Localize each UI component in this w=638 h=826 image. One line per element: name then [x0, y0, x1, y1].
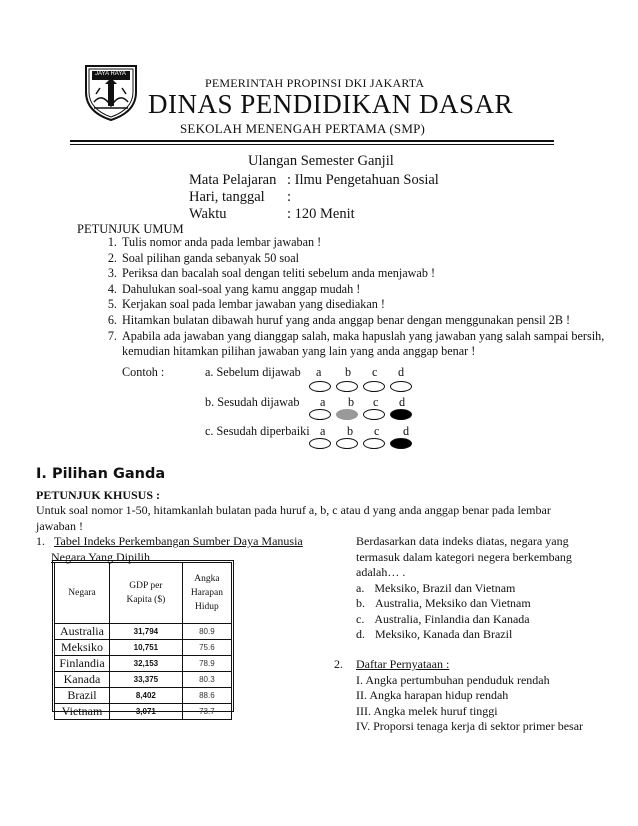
cell-life-expectancy: 75.6 — [182, 640, 231, 656]
option-text: Australia, Finlandia dan Kanada — [374, 611, 530, 626]
example-after-letter-a: a — [320, 395, 326, 409]
option-text: Australia, Meksiko dan Vietnam — [375, 596, 531, 610]
instruction-item: 4. Dahulukan soal-soal yang kamu anggap mudah ! — [120, 282, 610, 298]
question-2-title-line — [334, 657, 583, 673]
bubble-empty — [309, 381, 331, 392]
instruction-item: 7. Apabila ada jawaban yang dianggap salah, maka hapuslah yang jawaban yang salah sampai bersih, kemudian hitamkan pilihan jawaban yang lain yang anda anggap benar ! — [120, 329, 610, 360]
statement-item: III. Angka melek huruf tinggi — [356, 703, 498, 718]
stem-line: adalah… . — [356, 565, 406, 579]
option-d — [356, 627, 572, 643]
logo-caption: JAYA RAYA — [95, 71, 126, 77]
general-instructions-list — [82, 235, 610, 360]
example-after-letter-c: c — [373, 395, 379, 409]
special-instructions-heading: PETUNJUK KHUSUS : — [36, 488, 161, 502]
option-c — [356, 612, 572, 628]
stem-line: termasuk dalam kategori negera berkembang — [356, 549, 572, 564]
table-row — [55, 672, 232, 688]
stem-line: Berdasarkan data indeks diatas, negara yang — [356, 534, 569, 548]
hdi-table — [54, 562, 232, 720]
instruction-item: 1. Tulis nomor anda pada lembar jawaban ! — [120, 235, 610, 251]
general-instructions-heading: PETUNJUK UMUM — [77, 222, 184, 236]
bubble-empty — [363, 409, 385, 420]
bubble-empty — [336, 438, 358, 449]
question-2-title: Daftar Pernyataan : — [356, 657, 450, 671]
option-key: d. — [356, 627, 365, 641]
table-header-row — [55, 563, 232, 624]
header-rule-thin — [70, 144, 554, 145]
cell-gdp: 10,751 — [109, 640, 182, 656]
option-text: Meksiko, Kanada dan Brazil — [375, 627, 513, 641]
statement-item: I. Angka pertumbuhan penduduk rendah — [356, 672, 550, 687]
question-2 — [334, 657, 583, 735]
special-instructions-text: Untuk soal nomor 1-50, hitamkanlah bulatan pada huruf a, b, c atau d yang anda anggap benar pada lembar jawaban ! — [36, 503, 551, 533]
example-before-letter-d: d — [398, 365, 405, 379]
question-1-stem — [356, 534, 572, 643]
cell-life-expectancy: 78.9 — [182, 656, 231, 672]
field-value-subject: : Ilmu Pengetahuan Sosial — [287, 172, 439, 188]
table-row — [55, 688, 232, 704]
example-corrected-letter-a: a — [320, 424, 326, 438]
option-key: c. — [356, 611, 365, 626]
table-row — [55, 704, 232, 720]
option-b — [356, 596, 572, 612]
example-after-letter-d: d — [399, 395, 406, 409]
cell-country: Meksiko — [55, 640, 110, 656]
cell-country: Vietnam — [55, 704, 110, 720]
table-row — [55, 624, 232, 640]
example-before-letter-a: a — [316, 365, 322, 379]
cell-life-expectancy: 88.6 — [182, 688, 231, 704]
bubble-empty — [309, 409, 331, 420]
table-title-line2: Negara Yang Dipilih — [51, 549, 150, 564]
cell-country: Kanada — [55, 672, 110, 688]
option-key: b. — [356, 596, 365, 610]
cell-country: Australia — [55, 624, 110, 640]
table-row — [55, 640, 232, 656]
example-corrected-letter-d: d — [403, 424, 410, 438]
cell-gdp: 3,071 — [109, 704, 182, 720]
bubble-empty — [390, 381, 412, 392]
cell-life-expectancy: 80.9 — [182, 624, 231, 640]
exam-title: Ulangan Semester Ganjil — [248, 153, 394, 169]
statement-item: II. Angka harapan hidup rendah — [356, 688, 509, 702]
cell-gdp: 32,153 — [109, 656, 182, 672]
bubble-empty — [336, 381, 358, 392]
government-name: PEMERINTAH PROPINSI DKI JAKARTA — [205, 76, 425, 90]
instruction-item: 2. Soal pilihan ganda sebanyak 50 soal — [120, 251, 610, 267]
department-name: DINAS PENDIDIKAN DASAR — [148, 89, 514, 119]
header-rule-thick — [70, 140, 554, 142]
example-after-label: b. Sesudah dijawab — [205, 395, 300, 409]
field-value-time: : 120 Menit — [287, 206, 355, 222]
example-corrected-letter-c: c — [374, 424, 380, 438]
bubble-filled-black — [390, 409, 412, 420]
option-text: Meksiko, Brazil dan Vietnam — [374, 580, 516, 595]
column-header-country: Negara — [55, 563, 110, 624]
instruction-item: 5. Kerjakan soal pada lembar jawaban yang disediakan ! — [120, 297, 610, 313]
dki-jakarta-logo — [80, 62, 142, 122]
table-title-line1: Tabel Indeks Perkembangan Sumber Daya Manusia — [54, 534, 303, 548]
bubble-empty — [363, 381, 385, 392]
table-row — [55, 656, 232, 672]
cell-life-expectancy: 73.7 — [182, 704, 231, 720]
cell-life-expectancy: 80.3 — [182, 672, 231, 688]
bubble-filled-black — [390, 438, 412, 449]
cell-gdp: 31,794 — [109, 624, 182, 640]
option-a — [356, 581, 572, 597]
column-header-life-expectancy: Angka Harapan Hidup — [182, 563, 231, 624]
example-after-letter-b: b — [348, 395, 355, 409]
field-label-subject: Mata Pelajaran — [189, 172, 277, 188]
cell-gdp: 33,375 — [109, 672, 182, 688]
example-corrected-label: c. Sesudah diperbaiki — [205, 424, 310, 438]
field-label-time: Waktu — [189, 206, 227, 222]
section-title: I. Pilihan Ganda — [36, 466, 166, 482]
cell-gdp: 8,402 — [109, 688, 182, 704]
option-key: a. — [356, 580, 365, 595]
statement-item: IV. Proporsi tenaga kerja di sektor primer besar — [356, 719, 584, 733]
bubble-filled-grey — [336, 409, 358, 420]
question-number: 1. — [36, 534, 45, 548]
bubble-empty — [309, 438, 331, 449]
question-number: 2. — [334, 657, 343, 671]
field-label-date: Hari, tanggal — [189, 189, 265, 205]
example-before-letter-c: c — [372, 365, 378, 379]
bubble-empty — [363, 438, 385, 449]
example-before-label: a. Sebelum dijawab — [205, 365, 301, 379]
example-label: Contoh : — [122, 365, 165, 379]
field-value-date: : — [287, 189, 292, 205]
example-before-letter-b: b — [345, 365, 352, 379]
example-corrected-letter-b: b — [347, 424, 354, 438]
instruction-item: 6. Hitamkan bulatan dibawah huruf yang anda anggap benar dengan menggunakan pensil 2B ! — [120, 313, 610, 329]
instruction-item: 3. Periksa dan bacalah soal dengan teliti sebelum anda menjawab ! — [120, 266, 610, 282]
cell-country: Finlandia — [55, 656, 110, 672]
school-name: SEKOLAH MENENGAH PERTAMA (SMP) — [180, 121, 426, 136]
column-header-gdp: GDP per Kapita ($) — [109, 563, 182, 624]
cell-country: Brazil — [55, 688, 110, 704]
